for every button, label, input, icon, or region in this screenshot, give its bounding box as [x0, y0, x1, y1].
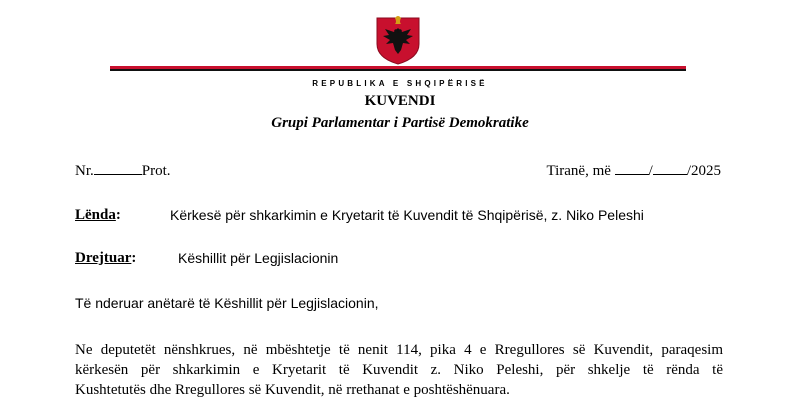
- body-paragraph: [75, 340, 723, 400]
- header-black-rule: [110, 69, 686, 71]
- addressee-text: Këshillit për Legjislacionin: [178, 250, 339, 266]
- date-day-blank: [615, 162, 649, 175]
- body-line-1: Ne deputetët nënshkrues, në mbështetje të nenit 114, pika 4 e Rregullores së Kuvendit, paraqesim: [75, 342, 723, 358]
- subject-text: Kërkesë për shkarkimin e Kryetarit të Kuvendit të Shqipërisë, z. Niko Peleshi: [170, 207, 644, 223]
- subject-label-text: Lënda: [75, 207, 116, 223]
- body-line-3: Kushtetutës dhe Rregullores së Kuvendit, në rrethanat e poshtëshënuara.: [75, 382, 510, 398]
- greeting: Të nderuar anëtarë të Këshillit për Legjislacionin,: [75, 295, 379, 311]
- place-date-prefix: Tiranë, më: [546, 163, 611, 179]
- parliamentary-group-title: Grupi Parlamentar i Partisë Demokratike: [271, 115, 529, 131]
- albanian-eagle-emblem-icon: [373, 14, 423, 66]
- protocol-number-suffix: Prot.: [141, 163, 171, 179]
- addressee-label: Drejtuar:: [75, 250, 137, 266]
- date-month-blank: [653, 162, 687, 175]
- addressee-label-text: Drejtuar: [75, 250, 132, 266]
- protocol-number: [75, 162, 171, 180]
- republic-title: REPUBLIKA E SHQIPËRISË: [312, 79, 488, 88]
- subject-label: Lënda:: [75, 207, 121, 223]
- institution-title: KUVENDI: [364, 93, 436, 109]
- place-date: Tiranë, më / /2025: [546, 163, 721, 179]
- date-year: /2025: [686, 163, 721, 179]
- protocol-number-blank: [94, 162, 142, 175]
- body-line-2: kërkesën për shkarkimin e Kryetarit të Kuvendit z. Niko Peleshi, për shkelje të rënda të: [75, 362, 723, 378]
- protocol-number-prefix: Nr.: [75, 163, 94, 179]
